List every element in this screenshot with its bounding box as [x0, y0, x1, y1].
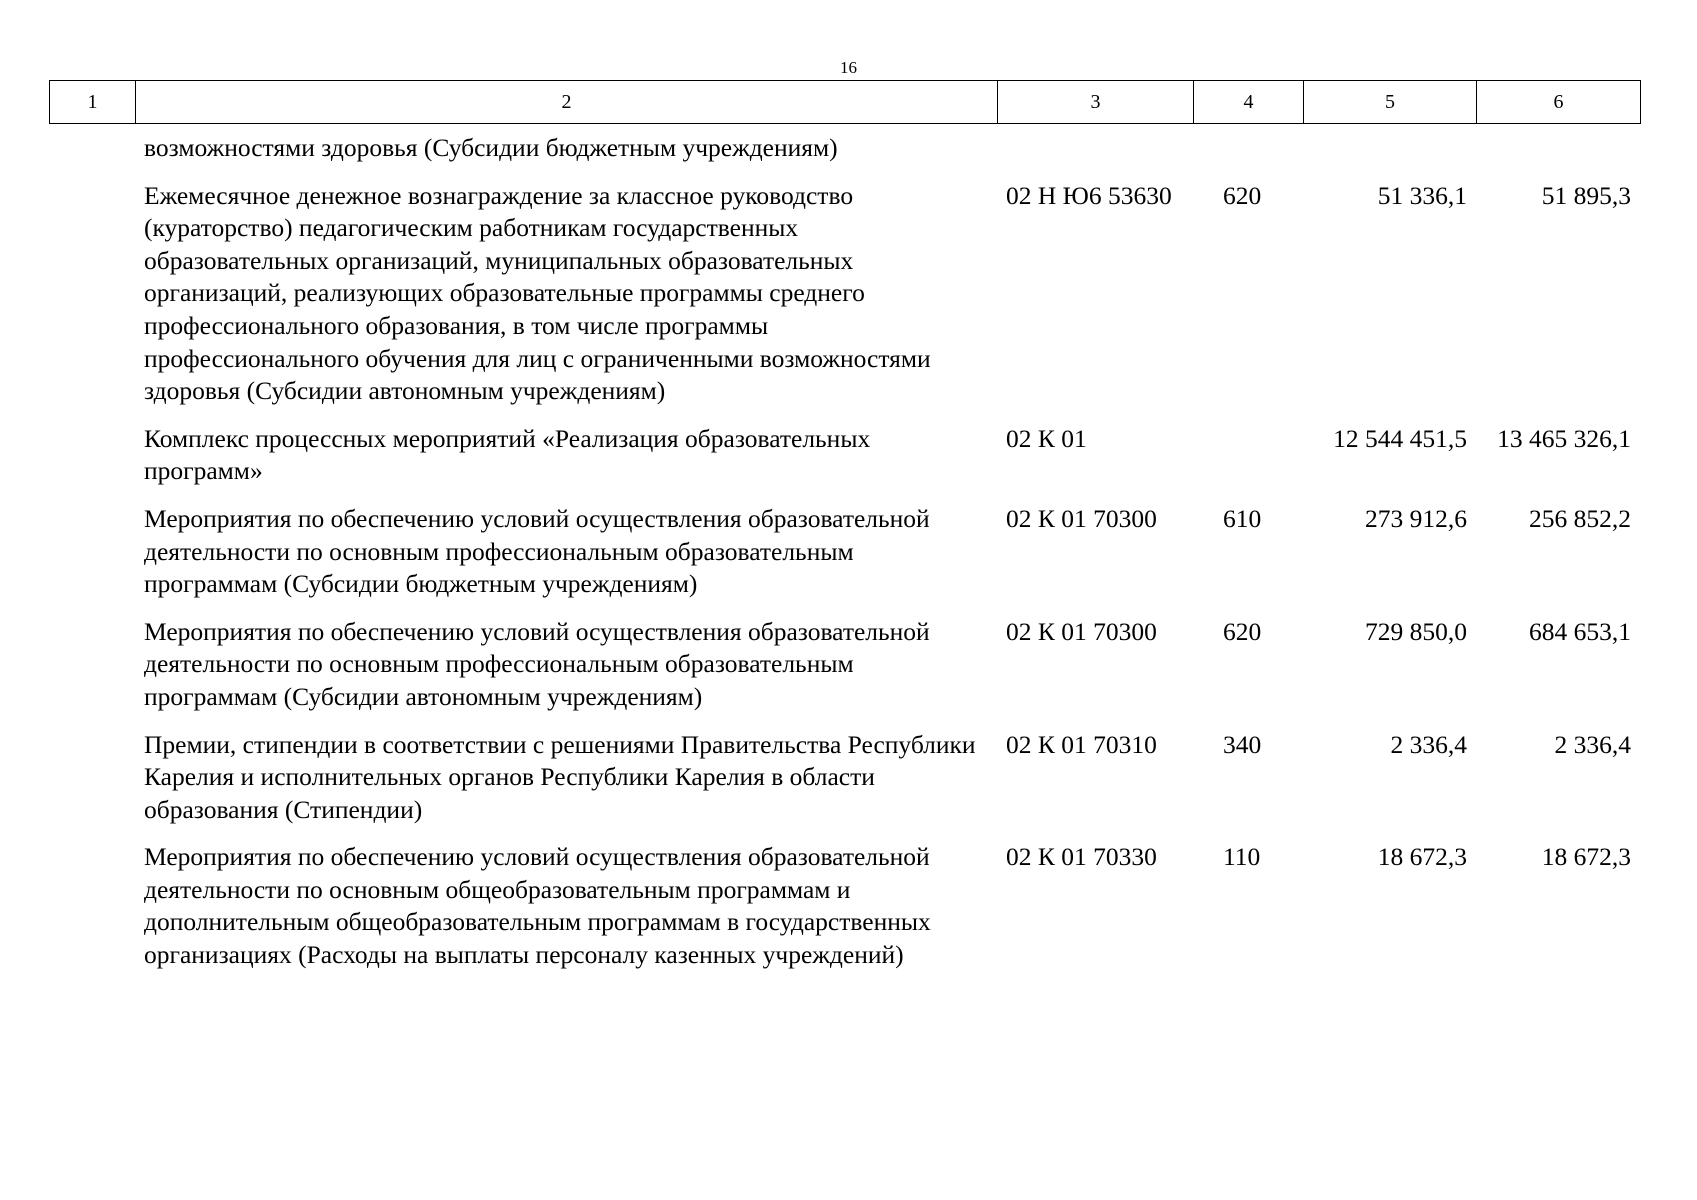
- target-code: 02 К 01: [1006, 423, 1087, 453]
- item-name: Премии, стипендии в соответствии с решениями Правительства Республики Карелия и исполнительных органов Республики Карелия в области образования (Стипендии): [144, 729, 976, 824]
- amount-year-2: 256 852,2: [1529, 503, 1631, 533]
- item-name: Мероприятия по обеспечению условий осуществления образовательной деятельности по основным профессиональным образовательным программам (Субсидии автономным учреждениям): [144, 616, 930, 711]
- amount-year-1: 18 672,3: [1377, 842, 1467, 872]
- target-code: 02 К 01 70300: [1006, 503, 1157, 533]
- item-name: Комплекс процессных мероприятий «Реализация образовательных программ»: [144, 423, 871, 486]
- item-name: возможностями здоровья (Субсидии бюджетным учреждениям): [144, 133, 838, 162]
- budget-table: [49, 132, 1640, 987]
- column-header-1: 1: [50, 81, 136, 124]
- column-header-2: 2: [136, 81, 998, 124]
- target-code: 02 Н Ю6 53630: [1006, 180, 1172, 210]
- column-header-4: 4: [1194, 81, 1304, 124]
- page-number: 16: [840, 58, 857, 77]
- table-row: [49, 729, 1640, 842]
- item-name: Ежемесячное денежное вознаграждение за классное руководство (кураторство) педагогическим работникам государственных образовательных организаций, муниципальных образовательных организаций, реализующих образовательные программы среднего профессионального образования, в том числе программы профессионального обучения для лиц с ограниченными возможностями здоровья (Субсидии автономным учреждениям): [144, 180, 931, 406]
- expense-type: 340: [1223, 729, 1262, 759]
- amount-year-1: 51 336,1: [1377, 180, 1467, 210]
- expense-type: [1193, 423, 1303, 503]
- expense-type: 620: [1223, 180, 1262, 210]
- target-code: 02 К 01 70330: [1006, 842, 1157, 872]
- column-header-3: 3: [998, 81, 1194, 124]
- target-code: [997, 132, 1193, 180]
- table-row: [49, 616, 1640, 729]
- item-name: Мероприятия по обеспечению условий осуществления образовательной деятельности по основным профессиональным образовательным программам (Субсидии бюджетным учреждениям): [144, 503, 930, 599]
- column-header-5: 5: [1304, 81, 1477, 124]
- amount-year-2: 18 672,3: [1541, 842, 1631, 872]
- amount-year-1: 12 544 451,5: [1333, 423, 1467, 453]
- amount-year-2: 684 653,1: [1529, 616, 1631, 646]
- table-row: [49, 841, 1640, 986]
- expense-type: 110: [1223, 842, 1261, 872]
- amount-year-1: [1303, 132, 1476, 180]
- amount-year-1: 2 336,4: [1390, 729, 1467, 759]
- amount-year-1: 729 850,0: [1365, 616, 1467, 646]
- item-name: Мероприятия по обеспечению условий осуществления образовательной деятельности по основным общеобразовательным программам и дополнительным общеобразовательным программам в государственных организациях (Расходы на выплаты персоналу казенных учреждений): [144, 842, 931, 970]
- expense-type: 620: [1223, 616, 1262, 646]
- table-row: [49, 503, 1640, 616]
- amount-year-2: 51 895,3: [1541, 180, 1631, 210]
- amount-year-2: [1476, 132, 1640, 180]
- target-code: 02 К 01 70310: [1006, 729, 1157, 759]
- table-row: [49, 423, 1640, 503]
- amount-year-2: 2 336,4: [1554, 729, 1631, 759]
- column-header-row: [50, 81, 1641, 124]
- expense-type: [1193, 132, 1303, 180]
- expense-type: 610: [1223, 503, 1262, 533]
- amount-year-2: 13 465 326,1: [1497, 423, 1631, 453]
- amount-year-1: 273 912,6: [1365, 503, 1467, 533]
- column-header-table: [49, 80, 1641, 124]
- table-row: [49, 132, 1640, 180]
- table-row: [49, 180, 1640, 423]
- target-code: 02 К 01 70300: [1006, 616, 1157, 646]
- column-header-6: 6: [1477, 81, 1641, 124]
